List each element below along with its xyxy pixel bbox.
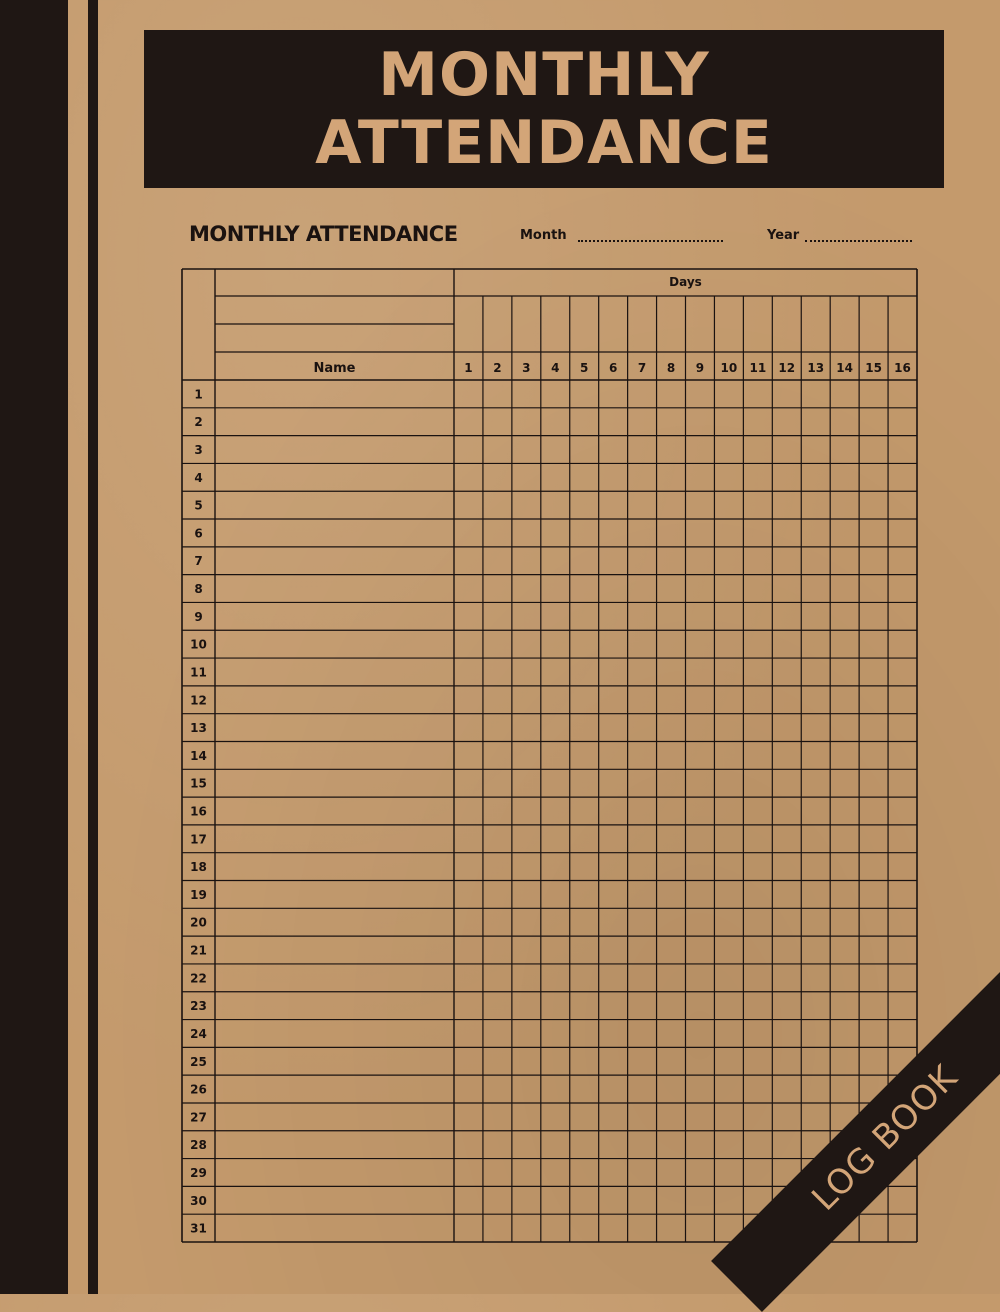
row-number-label: 20 <box>190 915 207 930</box>
day-number-label: 2 <box>493 361 502 375</box>
name-header: Name <box>313 361 356 376</box>
row-number-label: 16 <box>190 804 207 819</box>
day-number-label: 6 <box>608 361 618 375</box>
row-number-label: 23 <box>190 999 207 1014</box>
row-number-label: 14 <box>190 748 207 763</box>
row-number-label: 26 <box>190 1082 207 1097</box>
day-number-label: 11 <box>749 361 767 375</box>
row-number-label: 18 <box>190 860 207 875</box>
ribbon-label: LOG BOOK <box>804 1057 966 1219</box>
sheet-heading: MONTHLY ATTENDANCE <box>189 222 458 246</box>
day-number-label: 10 <box>720 361 738 375</box>
row-number-label: 27 <box>190 1110 207 1125</box>
row-number-label: 22 <box>190 971 207 986</box>
day-number-label: 12 <box>778 361 796 375</box>
day-number-label: 7 <box>637 361 647 375</box>
day-number-label: 9 <box>695 361 705 375</box>
day-number-label: 8 <box>666 361 676 375</box>
day-number-label: 16 <box>894 361 911 375</box>
day-number-label: 15 <box>865 361 882 375</box>
day-number-label: 1 <box>464 361 473 375</box>
row-number-label: 17 <box>190 832 207 847</box>
row-number-label: 28 <box>190 1138 207 1153</box>
row-number-label: 31 <box>190 1221 207 1236</box>
row-number-label: 29 <box>190 1165 207 1180</box>
day-number-label: 4 <box>551 361 560 375</box>
day-number-label: 3 <box>522 361 531 375</box>
row-number-label: 15 <box>190 776 207 791</box>
days-header: Days <box>669 275 702 289</box>
row-number-label: 30 <box>190 1193 207 1208</box>
row-number-label: 11 <box>190 665 207 680</box>
row-number-label: 1 <box>194 387 203 402</box>
row-number-label: 4 <box>194 470 203 485</box>
row-number-label: 6 <box>194 526 203 541</box>
day-number-label: 5 <box>580 361 589 375</box>
row-number-label: 2 <box>194 415 203 430</box>
day-number-label: 13 <box>807 361 825 375</box>
year-label: Year <box>767 228 800 243</box>
row-number-label: 7 <box>194 554 203 569</box>
row-number-label: 13 <box>190 721 207 736</box>
row-number-label: 21 <box>190 943 207 958</box>
title-line-1: MONTHLY <box>378 40 710 110</box>
row-number-label: 8 <box>194 582 203 597</box>
row-number-label: 9 <box>194 609 203 624</box>
title-line-2: ATTENDANCE <box>315 108 773 178</box>
month-label: Month <box>520 228 567 243</box>
row-number-label: 10 <box>190 637 207 652</box>
row-number-label: 3 <box>194 443 203 458</box>
row-number-label: 25 <box>190 1054 207 1069</box>
day-number-label: 14 <box>836 361 854 375</box>
row-number-label: 12 <box>190 693 207 708</box>
row-number-label: 5 <box>194 498 203 513</box>
row-number-label: 24 <box>190 1026 207 1041</box>
row-number-label: 19 <box>190 887 207 902</box>
